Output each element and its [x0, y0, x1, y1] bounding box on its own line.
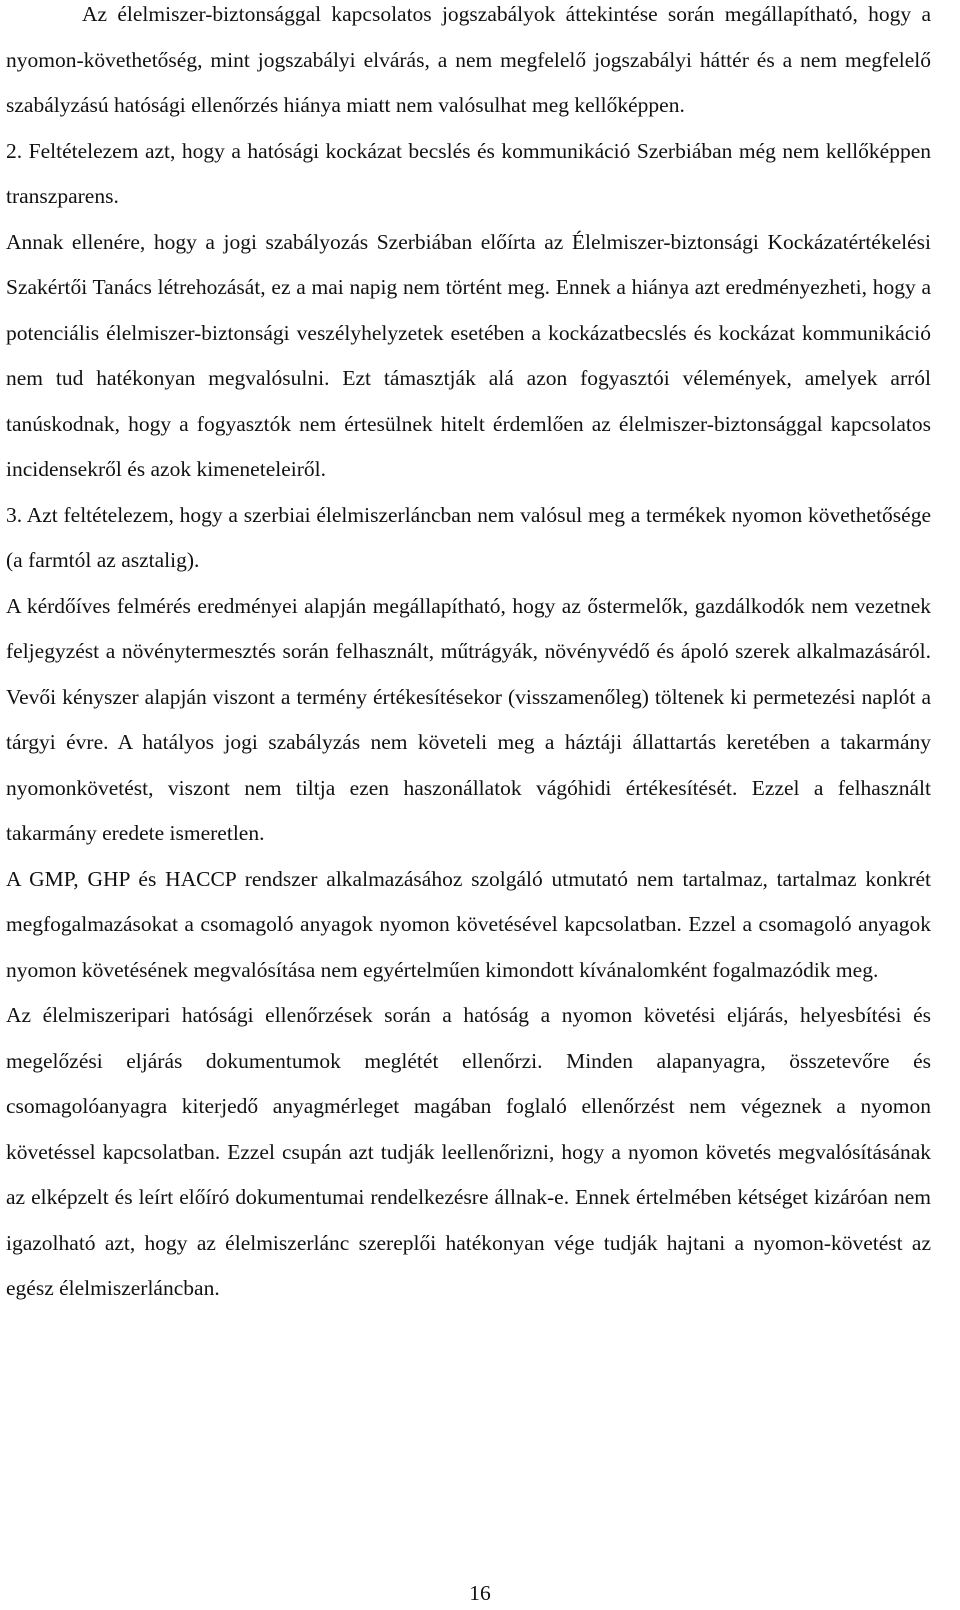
- paragraph-gmp-ghp-haccp: A GMP, GHP és HACCP rendszer alkalmazásához szolgáló utmutató nem tartalmaz, tartalmaz konkrét megfogalmazásokat a csomagoló anyagok nyomon követésével kapcsolatban. Ezzel a csomagoló anyagok nyomon követésének megvalósítása nem egyértelműen kimondott kívánalomként fogalmazódik meg.: [6, 866, 931, 982]
- hypothesis-3: 3. Azt feltételezem, hogy a szerbiai élelmiszerláncban nem valósul meg a termékek nyomon követhetősége (a farmtól az asztalig).: [6, 502, 931, 572]
- paragraph-survey-results: A kérdőíves felmérés eredményei alapján megállapítható, hogy az őstermelők, gazdálkodók nem vezetnek feljegyzést a növénytermesztés során felhasznált, műtrágyák, növényvédő és ápoló szerek alkalmazásáról. Vevői kényszer alapján viszont a termény értékesítésekor (visszamenőleg) töltenek ki permetezési naplót a tárgyi évre. A hatályos jogi szabályzás nem követeli meg a háztáji állattartás keretében a takarmány nyomonkövetést, viszont nem tiltja ezen haszonállatok vágóhidi értékesítését. Ezzel a felhasznált takarmány eredete ismeretlen.: [6, 593, 931, 845]
- document-body: [6, 0, 931, 1312]
- hypothesis-2: 2. Feltételezem azt, hogy a hatósági kockázat becslés és kommunikáció Szerbiában még nem kellőképpen transzparens.: [6, 138, 931, 208]
- page-number: 16: [469, 1581, 491, 1605]
- paragraph-risk-council: Annak ellenére, hogy a jogi szabályozás Szerbiában előírta az Élelmiszer-biztonsági Kockázatértékelési Szakértői Tanács létrehozását, ez a mai napig nem történt meg. Ennek a hiánya azt eredményezheti, hogy a potenciális élelmiszer-biztonsági veszélyhelyzetek esetében a kockázatbecslés és kockázat kommunikáció nem tud hatékonyan megvalósulni. Ezt támasztják alá azon fogyasztói vélemények, amelyek arról tanúskodnak, hogy a fogyasztók nem értesülnek hitelt érdemlően az élelmiszer-biztonsággal kapcsolatos incidensekről és azok kimeneteleiről.: [6, 229, 931, 481]
- paragraph-summary: Az élelmiszer-biztonsággal kapcsolatos jogszabályok áttekintése során megállapítható, hogy a nyomon-követhetőség, mint jogszabályi elvárás, a nem megfelelő jogszabályi háttér és a nem megfelelő szabályzású hatósági ellenőrzés hiánya miatt nem valósulhat meg kellőképpen.: [6, 2, 931, 117]
- paragraph-authority-inspections: Az élelmiszeripari hatósági ellenőrzések során a hatóság a nyomon követési eljárás, helyesbítési és megelőzési eljárás dokumentumok meglétét ellenőrzi. Minden alapanyagra, összetevőre és csomagolóanyagra kiterjedő anyagmérleget magában foglaló ellenőrzést nem végeznek a nyomon követéssel kapcsolatban. Ezzel csupán azt tudják leellenőrizni, hogy a nyomon követés megvalósításának az elképzelt és leírt előíró dokumentumai rendelkezésre állnak-e. Ennek értelmében kétséget kizáróan nem igazolható azt, hogy az élelmiszerlánc szereplői hatékonyan vége tudják hajtani a nyomon-követést az egész élelmiszerláncban.: [6, 1003, 931, 1300]
